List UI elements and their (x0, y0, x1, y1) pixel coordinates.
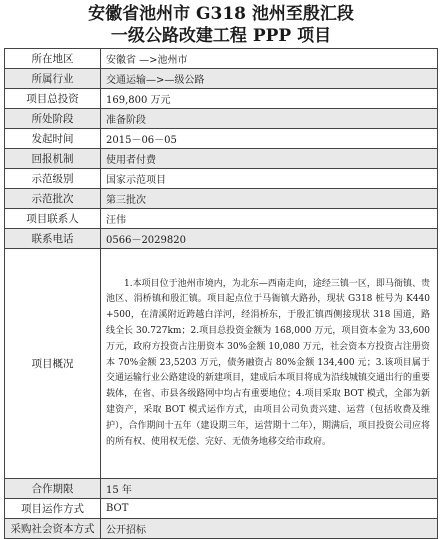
row-value: 交通运输—>—级公路 (101, 69, 438, 89)
title-line-1: 安徽省池州市 G318 池州至殷汇段 (88, 4, 354, 24)
row-label: 联系电话 (5, 229, 101, 249)
row-label: 项目运作方式 (5, 499, 101, 519)
row-label: 所处阶段 (5, 109, 101, 129)
row-label: 采购社会资本方式 (5, 519, 101, 539)
row-total-investment (5, 89, 438, 109)
row-return-mechanism (5, 149, 438, 169)
row-value: 第三批次 (101, 189, 438, 209)
row-value: 2015－06－05 (101, 129, 438, 149)
row-label: 所属行业 (5, 69, 101, 89)
row-value: 准备阶段 (101, 109, 438, 129)
row-value: 使用者付费 (101, 149, 438, 169)
row-phone (5, 229, 438, 249)
row-label: 示范批次 (5, 189, 101, 209)
row-label: 回报机制 (5, 149, 101, 169)
overview-text: 1.本项目位于池州市境内，为北东—西南走向，途经三镇一区，即马衙镇、贵池区、涓桥镇和殷汇镇。项目起点位于马衙镇大路孙，现状 G318 桩号为 K440+500，在清溪附近跨越白洋河，经涓桥东，于殷汇镇西侧接现状 318 国道，路线全长 30.727km；2.项目总投资金额为 168,000 万元，项目资本金为 33,600 万元，政府方投资占注册资本 30%金额 10,080 万元，社会资本方投资占注册资本 70%金额 23,5203 万元，债务融资占 80%金额 134,400 元；3.该项目属于交通运输行业公路建设的新建项目，建成后本项目将成为沿线城镇交通出行的重要载体，在省、市县各级路网中均占有重要地位；4.项目采取 BOT 模式，全部为新建资产，采取 BOT 模式运作方式，由项目公司负责兴建、运营（包括收费及维护），合作期间十五年（建设期三年，运营期十二年），期满后，项目投资公司应将的所有权、使用权无偿、完好、无债务地移交给市政府。 (106, 278, 431, 447)
row-value: 15 年 (101, 479, 438, 499)
row-value: 169,800 万元 (101, 89, 438, 109)
page-title (0, 0, 442, 48)
row-contact (5, 209, 438, 229)
row-value: 安徽省 —>池州市 (101, 49, 438, 69)
row-value: 0566－2029820 (101, 229, 438, 249)
row-value: BOT (101, 499, 438, 519)
row-operation-mode (5, 499, 438, 519)
row-label: 发起时间 (5, 129, 101, 149)
row-value (101, 249, 438, 479)
row-cooperation-term (5, 479, 438, 499)
row-value: 国家示范项目 (101, 169, 438, 189)
row-demo-level (5, 169, 438, 189)
row-label: 示范级别 (5, 169, 101, 189)
row-start-date (5, 129, 438, 149)
row-overview (5, 249, 438, 479)
row-region (5, 49, 438, 69)
row-label: 项目概况 (5, 249, 101, 479)
row-industry (5, 69, 438, 89)
row-label: 合作期限 (5, 479, 101, 499)
row-value: 公开招标 (101, 519, 438, 539)
project-info-table (4, 48, 438, 539)
row-label: 项目联系人 (5, 209, 101, 229)
title-line-2: 一级公路改建工程 PPP 项目 (110, 26, 332, 46)
row-demo-batch (5, 189, 438, 209)
row-label: 项目总投资 (5, 89, 101, 109)
row-value: 汪伟 (101, 209, 438, 229)
row-stage (5, 109, 438, 129)
row-label: 所在地区 (5, 49, 101, 69)
